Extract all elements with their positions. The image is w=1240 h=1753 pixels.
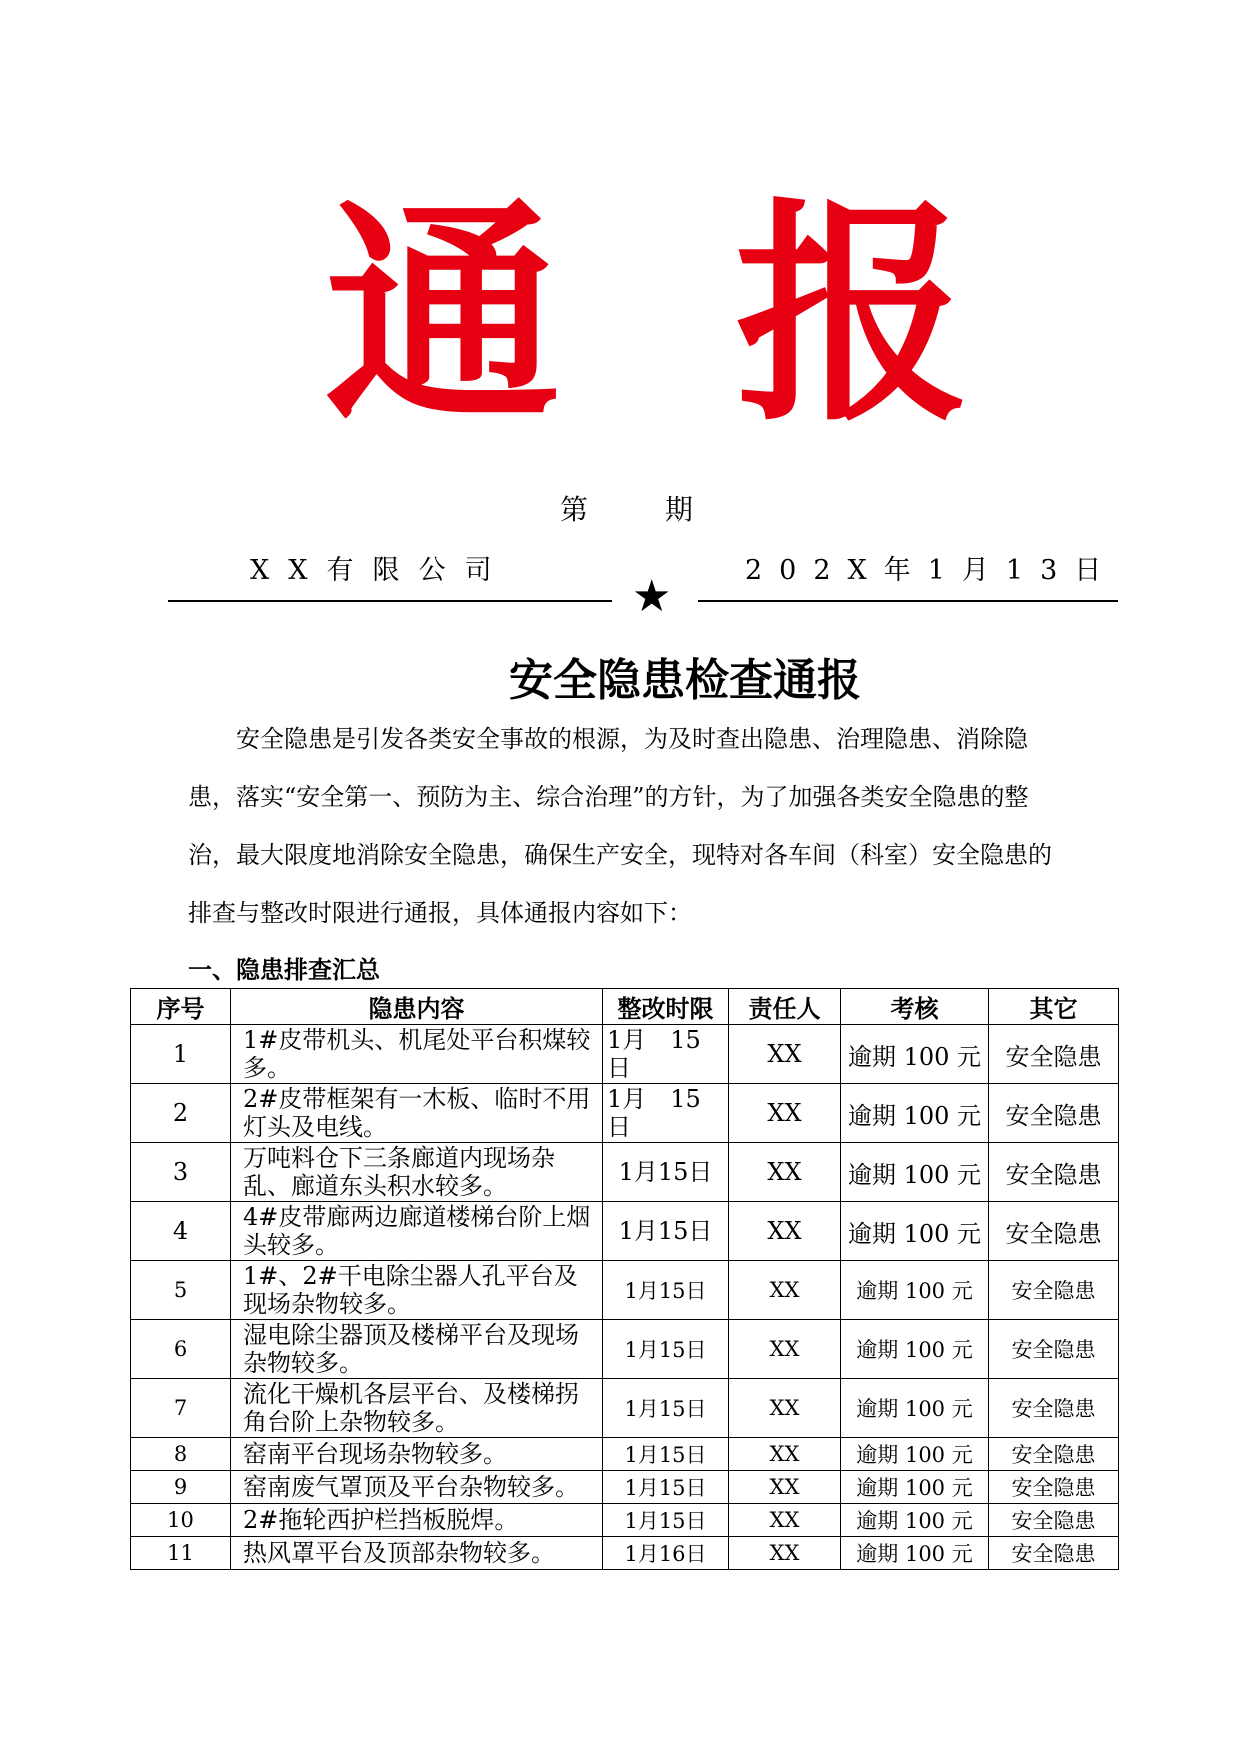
cell-person: XX <box>729 1537 841 1570</box>
cell-content: 4#皮带廊两边廊道楼梯台阶上烟头较多。 <box>231 1202 603 1261</box>
cell-other: 安全隐患 <box>989 1025 1119 1084</box>
cell-no: 1 <box>131 1025 231 1084</box>
cell-no: 2 <box>131 1084 231 1143</box>
cell-assessment: 逾期 100 元 <box>841 1202 989 1261</box>
cell-content: 热风罩平台及顶部杂物较多。 <box>231 1537 603 1570</box>
header-assessment: 考核 <box>841 989 989 1025</box>
cell-deadline: 1月15日 <box>603 1261 729 1320</box>
cell-deadline: 1月15日 <box>603 1320 729 1379</box>
banner-char-tong: 通 <box>325 177 560 453</box>
cell-content: 湿电除尘器顶及楼梯平台及现场杂物较多。 <box>231 1320 603 1379</box>
cell-content: 万吨料仓下三条廊道内现场杂乱、廊道东头积水较多。 <box>231 1143 603 1202</box>
document-title: 安全隐患检查通报 <box>509 655 861 706</box>
table-row <box>131 1261 1119 1320</box>
cell-person: XX <box>729 1143 841 1202</box>
cell-content: 1#皮带机头、机尾处平台积煤较多。 <box>231 1025 603 1084</box>
cell-assessment: 逾期 100 元 <box>841 1379 989 1438</box>
cell-no: 4 <box>131 1202 231 1261</box>
table-row <box>131 1202 1119 1261</box>
cell-deadline: 1月15日 <box>603 1438 729 1471</box>
table-row <box>131 1143 1119 1202</box>
cell-other: 安全隐患 <box>989 1504 1119 1537</box>
cell-no: 6 <box>131 1320 231 1379</box>
cell-content: 2#皮带框架有一木板、临时不用灯头及电线。 <box>231 1084 603 1143</box>
header-other: 其它 <box>989 989 1119 1025</box>
cell-person: XX <box>729 1438 841 1471</box>
cell-person: XX <box>729 1320 841 1379</box>
cell-assessment: 逾期 100 元 <box>841 1504 989 1537</box>
cell-deadline: 1月 15日 <box>603 1025 729 1084</box>
cell-person: XX <box>729 1379 841 1438</box>
cell-no: 5 <box>131 1261 231 1320</box>
cell-deadline: 1月15日 <box>603 1143 729 1202</box>
cell-other: 安全隐患 <box>989 1143 1119 1202</box>
cell-assessment: 逾期 100 元 <box>841 1143 989 1202</box>
issue-date: 202X年1月13日 <box>745 555 1119 586</box>
cell-other: 安全隐患 <box>989 1084 1119 1143</box>
cell-other: 安全隐患 <box>989 1471 1119 1504</box>
cell-assessment: 逾期 100 元 <box>841 1320 989 1379</box>
cell-person: XX <box>729 1202 841 1261</box>
cell-other: 安全隐患 <box>989 1379 1119 1438</box>
cell-assessment: 逾期 100 元 <box>841 1471 989 1504</box>
cell-content: 1#、2#干电除尘器人孔平台及现场杂物较多。 <box>231 1261 603 1320</box>
cell-no: 8 <box>131 1438 231 1471</box>
table-row <box>131 1084 1119 1143</box>
cell-person: XX <box>729 1084 841 1143</box>
cell-deadline: 1月 15日 <box>603 1084 729 1143</box>
company-name: XX有限公司 <box>250 555 511 586</box>
cell-no: 3 <box>131 1143 231 1202</box>
header-person: 责任人 <box>729 989 841 1025</box>
table-row <box>131 1025 1119 1084</box>
cell-other: 安全隐患 <box>989 1261 1119 1320</box>
cell-other: 安全隐患 <box>989 1202 1119 1261</box>
cell-assessment: 逾期 100 元 <box>841 1261 989 1320</box>
table-row <box>131 1379 1119 1438</box>
cell-assessment: 逾期 100 元 <box>841 1084 989 1143</box>
cell-content: 窑南平台现场杂物较多。 <box>231 1438 603 1471</box>
cell-deadline: 1月15日 <box>603 1202 729 1261</box>
table-row <box>131 1537 1119 1570</box>
cell-deadline: 1月16日 <box>603 1537 729 1570</box>
cell-other: 安全隐患 <box>989 1438 1119 1471</box>
header-rule-left <box>168 600 612 602</box>
cell-assessment: 逾期 100 元 <box>841 1438 989 1471</box>
header-no: 序号 <box>131 989 231 1025</box>
cell-deadline: 1月15日 <box>603 1379 729 1438</box>
cell-no: 10 <box>131 1504 231 1537</box>
hazard-table <box>130 988 1119 1570</box>
cell-no: 9 <box>131 1471 231 1504</box>
cell-content: 2#拖轮西护栏挡板脱焊。 <box>231 1504 603 1537</box>
banner-char-bao: 报 <box>735 177 970 453</box>
cell-other: 安全隐患 <box>989 1537 1119 1570</box>
cell-deadline: 1月15日 <box>603 1471 729 1504</box>
table-row <box>131 1438 1119 1471</box>
issue-number: 第 期 <box>560 493 727 526</box>
cell-assessment: 逾期 100 元 <box>841 1537 989 1570</box>
table-header-row <box>131 989 1119 1025</box>
table-row <box>131 1471 1119 1504</box>
header-deadline: 整改时限 <box>603 989 729 1025</box>
cell-other: 安全隐患 <box>989 1320 1119 1379</box>
section-heading: 一、隐患排查汇总 <box>188 956 380 984</box>
cell-person: XX <box>729 1504 841 1537</box>
cell-person: XX <box>729 1471 841 1504</box>
intro-paragraph: 安全隐患是引发各类安全事故的根源，为及时查出隐患、治理隐患、消除隐患，落实“安全第一、预防为主、综合治理”的方针，为了加强各类安全隐患的整治，最大限度地消除安全隐患，确保生产安全，现特对各车间（科室）安全隐患的排查与整改时限进行通报，具体通报内容如下： <box>188 725 1052 927</box>
cell-person: XX <box>729 1261 841 1320</box>
header-rule-right <box>698 600 1118 602</box>
star-icon: ★ <box>632 571 672 622</box>
cell-no: 11 <box>131 1537 231 1570</box>
table-row <box>131 1320 1119 1379</box>
cell-person: XX <box>729 1025 841 1084</box>
cell-deadline: 1月15日 <box>603 1504 729 1537</box>
cell-no: 7 <box>131 1379 231 1438</box>
cell-content: 流化干燥机各层平台、及楼梯拐角台阶上杂物较多。 <box>231 1379 603 1438</box>
cell-assessment: 逾期 100 元 <box>841 1025 989 1084</box>
header-content: 隐患内容 <box>231 989 603 1025</box>
table-row <box>131 1504 1119 1537</box>
cell-content: 窑南废气罩顶及平台杂物较多。 <box>231 1471 603 1504</box>
red-banner-title <box>0 177 1240 453</box>
